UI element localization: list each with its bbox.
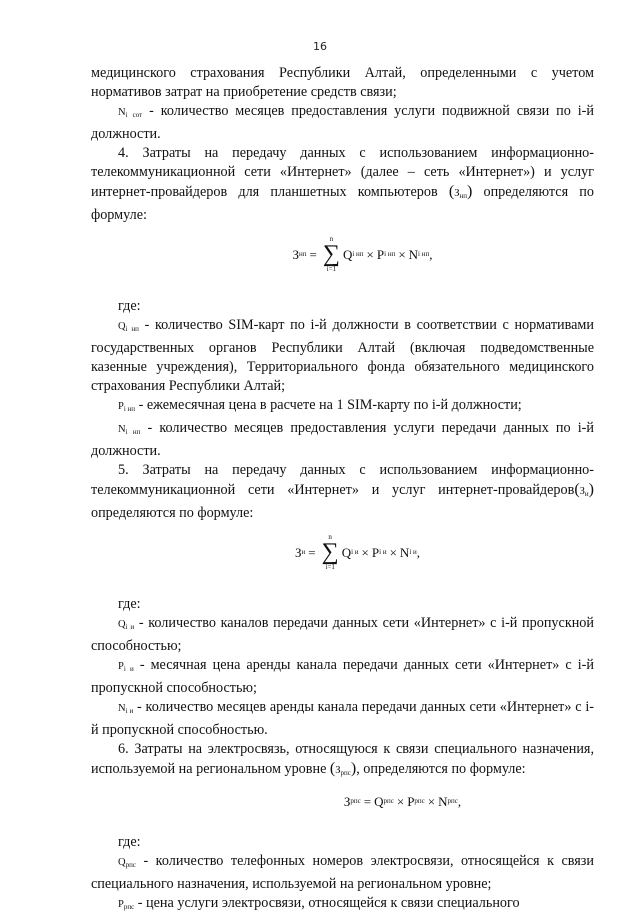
sum-lower-limit: i=1 [325,563,335,571]
formula-lhs-subscript: нп [299,249,307,258]
formula-end: , [416,544,421,560]
formula-q-subscript: i нп [352,249,364,258]
multiply-sign: × [366,246,374,262]
symbol: З [454,188,460,199]
formula-end: , [429,246,433,262]
symbol-subscript: i и [125,623,135,631]
formula-lhs-subscript: рпс [350,796,361,805]
formula-zrps [91,783,594,819]
symbol: N [118,424,126,435]
definition-text: - количество SIM-карт по i-й должности в соответствии с нормативами государственных органов Республики Алтай (включая подведомственные казенные учреждения), Территориального фонда обязательного медицинского страхования Республики Алтай; [91,317,595,394]
symbol: Q [118,619,126,630]
sum-lower-limit: i=1 [326,265,337,273]
symbol: N [118,107,126,118]
multiply-sign: × [361,544,369,560]
definition-n-i-sot [91,102,594,144]
formula-lhs: З [292,246,300,262]
formula-p: P [376,246,385,262]
where-label: где: [118,834,141,850]
symbol-subscript: i и [125,707,134,715]
symbol: З [579,486,585,497]
symbol-subscript: рпс [123,903,135,911]
symbol-subscript: рпс [125,861,136,869]
paragraph-tail: , определяются по формуле: [356,761,526,777]
formula-znp [91,225,594,283]
paragraph-tail: определяются по формуле: [91,505,254,521]
multiply-sign: × [427,793,436,809]
symbol: N [118,703,126,714]
multiply-sign: × [396,793,405,809]
symbol-subscript: i нп [123,405,136,413]
formula-n: N [438,793,448,809]
sum-upper-limit: n [328,533,332,541]
definition-text: - цена услуги электросвязи, относящейся к связи специального [134,895,520,911]
paragraph: медицинского страхования Республики Алтай, определенными с учетом нормативов затрат на приобретение средств связи; [91,65,594,100]
symbol-subscript: и [584,490,589,498]
definition-n-i-np [91,419,594,461]
paragraph-text: 5. Затраты на передачу данных с использованием информационно-телекоммуникационной сети «Интернет» и услуг интернет-провайдеров [91,462,594,498]
formula-q: Q [342,246,353,262]
symbol-subscript: нп [459,192,467,200]
definition-text: - количество месяцев аренды канала передачи данных сети «Интернет» с i-й пропускной способностью. [91,699,594,738]
symbol-subscript: i нп [125,325,139,333]
where-label: где: [118,298,141,314]
symbol: P [118,899,124,910]
formula-zi [91,523,594,581]
symbol: З [335,765,341,776]
document-body [91,64,594,917]
formula-end: , [457,793,462,809]
formula-n-subscript: i и [409,547,417,556]
equals-sign: = [308,544,316,560]
definition-n-i-i [91,698,594,740]
formula-p: P [371,544,380,560]
definition-text: - количество каналов передачи данных сети «Интернет» с i-й пропускной способностью; [91,615,594,654]
definition-text: - количество телефонных номеров электросвязи, относящейся к связи специального назначения, используемой на региональном уровне; [91,853,594,892]
page-number: 16 [313,40,327,53]
multiply-sign: × [389,544,397,560]
paragraph-text: 4. Затраты на передачу данных с использованием информационно-телекоммуникационной сети «Интернет» (далее – сеть «Интернет») и услуг интернет-провайдеров для планшетных компьютеров [91,145,594,200]
formula-p: P [407,793,415,809]
symbol: Q [118,321,126,332]
equals-sign: = [309,246,317,262]
definition-text: - количество месяцев предоставления услуги передачи данных по i-й должности. [91,420,594,459]
paragraph-item-6: 6. Затраты на электросвязь, относящуюся к связи специального назначения, используемой на региональном уровне $(З_{рпс})$, определяются по формуле: [91,741,594,777]
symbol: Q [118,857,126,868]
definition-p-i-i [91,656,594,698]
paragraph-tail: определяются по формуле: [91,184,594,223]
paragraph-item-4: 4. Затраты на передачу данных с использованием информационно-телекоммуникационной сети «Интернет» (далее – сеть «Интернет») и услуг интернет-провайдеров для планшетных компьютеров $(З_{нп})$ определяются по формуле: [91,145,594,223]
definition-q-rps [91,852,594,894]
definition-p-i-np [91,396,594,419]
symbol: P [118,401,124,412]
multiply-sign: × [398,246,406,262]
formula-p-subscript: i и [379,547,387,556]
equals-sign: = [363,793,372,809]
formula-q: Q [374,793,384,809]
paragraph-item-5: 5. Затраты на передачу данных с использованием информационно-телекоммуникационной сети «Интернет» и услуг интернет-$провайдеров(З_и)$ определяются по формуле: [91,462,594,521]
definition-q-i-np [91,316,594,396]
formula-n: N [399,544,410,560]
definition-text: - ежемесячная цена в расчете на 1 SIM-карту по i-й должности; [135,397,522,413]
formula-q-subscript: i и [351,547,359,556]
formula-p-subscript: рпс [414,796,425,805]
formula-n-subscript: рпс [447,796,458,805]
formula-lhs: З [343,793,351,809]
sum-symbol: n ∑ i=1 [321,533,339,571]
symbol: P [118,661,124,672]
definition-text: - количество месяцев предоставления услуги подвижной связи по i-й должности. [91,103,594,142]
formula-n-subscript: i нп [418,249,430,258]
sum-symbol: n ∑ i=1 [322,235,340,273]
definition-p-rps [91,894,594,917]
formula-q-subscript: рпс [383,796,394,805]
symbol-subscript: i нп [125,428,141,436]
paragraph-text: 6. Затраты на электросвязь, относящуюся к связи специального назначения, используемой на региональном уровне [91,741,594,777]
symbol-subscript: i и [123,665,134,673]
sum-upper-limit: n [329,235,334,243]
symbol-subscript: i сот [125,111,143,119]
symbol-subscript: рпс [340,769,351,777]
formula-q: Q [341,544,352,560]
formula-lhs: З [294,544,302,560]
definition-text: - месячная цена аренды канала передачи данных сети «Интернет» с i-й пропускной способностью; [91,657,594,696]
definition-q-i-i [91,614,594,656]
formula-p-subscript: i нп [384,249,396,258]
formula-n: N [408,246,419,262]
formula-lhs-subscript: и [301,547,306,556]
where-label: где: [118,596,141,612]
